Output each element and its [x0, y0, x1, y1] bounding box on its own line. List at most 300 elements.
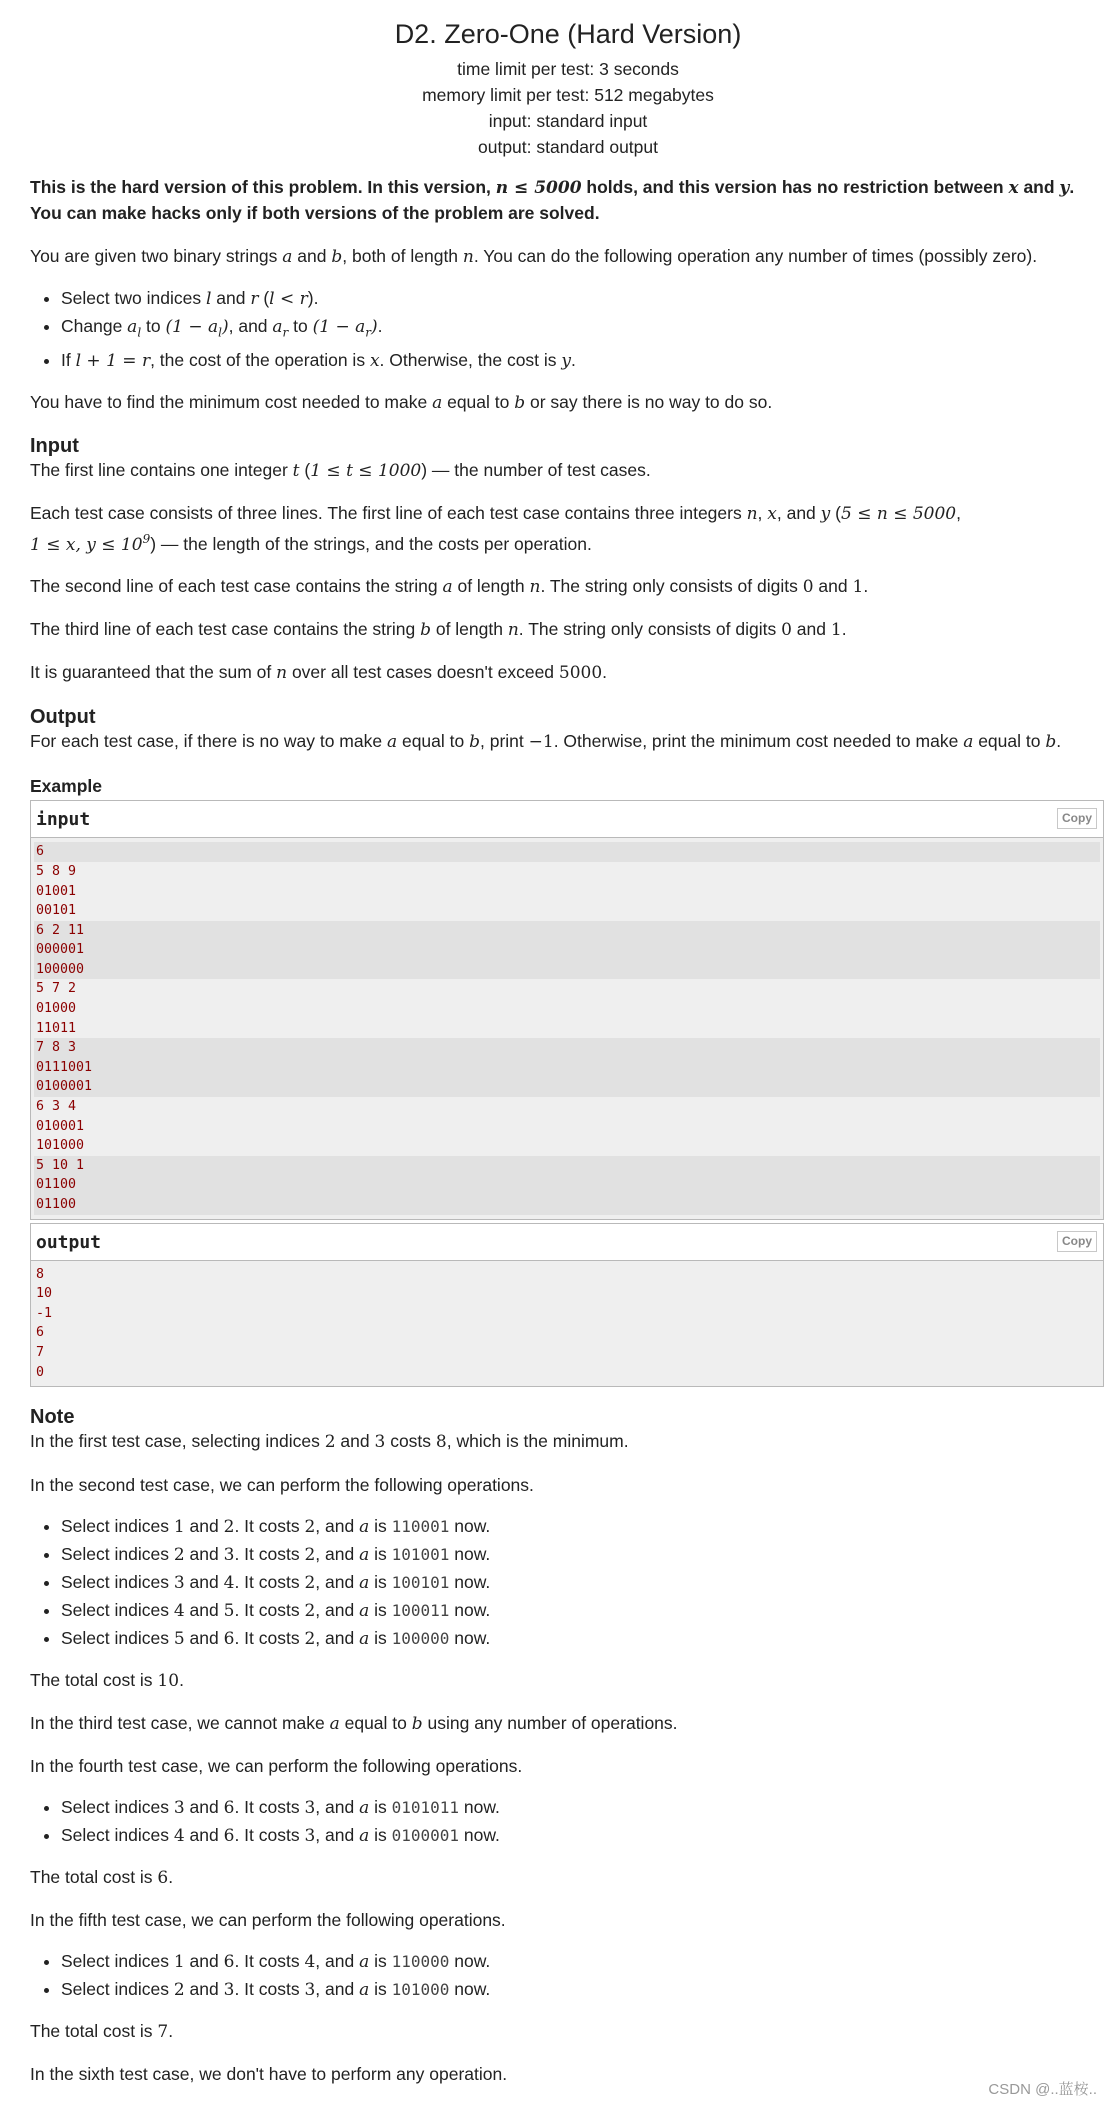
code-line: 01001 [36, 883, 77, 899]
math: 2 [304, 1573, 316, 1594]
math: r [250, 289, 259, 309]
math: b [469, 732, 480, 753]
text: is [369, 1797, 392, 1818]
math: a [442, 577, 453, 598]
text: now. [449, 1628, 491, 1649]
text: ( [830, 502, 841, 523]
code-line: 5 7 2 [36, 981, 77, 997]
text: Select indices [61, 1979, 174, 2000]
text: . It costs [234, 1600, 305, 1621]
math: (1 − a [312, 317, 366, 337]
list-item [61, 1569, 1106, 1597]
text: now. [459, 1825, 500, 1846]
text: Select indices [61, 1600, 174, 1621]
text: is [369, 1572, 392, 1593]
text: The total cost is [30, 1867, 158, 1888]
code-line: 00101 [36, 903, 77, 919]
math: a [329, 1714, 340, 1735]
code-line: 0100001 [34, 1077, 1100, 1097]
text: . [168, 1867, 174, 1888]
text: . It costs [234, 1825, 305, 1846]
sample-tests [30, 774, 1106, 1387]
text: , [956, 502, 961, 523]
math: a [359, 1952, 370, 1973]
text: Select indices [61, 1797, 174, 1818]
text: The total cost is [30, 2021, 158, 2042]
text: and [184, 1600, 224, 1621]
text: The total cost is [30, 1670, 158, 1691]
math: 3 [304, 1826, 316, 1847]
text: is [369, 1544, 392, 1565]
math: n [507, 620, 519, 641]
text: If [61, 349, 76, 370]
math: b [420, 620, 431, 641]
math: l < r [269, 289, 308, 309]
math: 2 [223, 1517, 235, 1538]
text: now. [459, 1797, 500, 1818]
paragraph: In the fourth test case, we can perform the following operations. [30, 1756, 523, 1777]
code-line: 5 10 1 [34, 1156, 1100, 1176]
text: , the cost of the operation is [150, 349, 370, 370]
text: Select indices [61, 1572, 174, 1593]
list-item [61, 347, 1106, 375]
find-paragraph [30, 390, 1106, 416]
text: Select two indices [61, 288, 206, 308]
text: , and [315, 1544, 360, 1565]
paragraph [30, 617, 1106, 643]
math: 0 [781, 620, 792, 641]
problem-header [30, 0, 1106, 160]
text: . [179, 1670, 184, 1691]
text: and [184, 1951, 224, 1972]
text: , both of length [342, 246, 463, 266]
sample-input-body[interactable] [31, 838, 1103, 1218]
math: b [1045, 732, 1057, 753]
binary-string: 100011 [391, 1601, 450, 1621]
text: costs [385, 1431, 436, 1452]
code-line: 7 8 3 [34, 1038, 1100, 1058]
sample-output-label: output [36, 1231, 102, 1253]
problem-statement [30, 175, 1106, 416]
text: , and [315, 1951, 360, 1972]
text: Each test case consists of three lines. The first line of each test case contains three integers [30, 502, 747, 523]
operation-list [30, 285, 1106, 375]
text: . [377, 316, 383, 336]
math: r [365, 325, 372, 340]
text: . It costs [234, 1979, 305, 2000]
math: a [386, 732, 398, 753]
text: now. [449, 1572, 491, 1593]
text: now. [449, 1951, 491, 1972]
paragraph: In the sixth test case, we don't have to perform any operation. [30, 2064, 508, 2085]
text: This is the hard version of this problem. In this version, [30, 177, 496, 197]
list-item [61, 1513, 1106, 1541]
code-line: 6 3 4 [36, 1099, 77, 1115]
paragraph [30, 660, 1106, 686]
text: and [184, 1544, 224, 1565]
math: 2 [173, 1545, 185, 1566]
paragraph [30, 1711, 1106, 1737]
math: 3 [173, 1798, 185, 1819]
code-line: -1 [36, 1305, 53, 1321]
text: . Otherwise, print the minimum cost needed to make [553, 731, 964, 752]
text: ) — the number of test cases. [421, 459, 651, 480]
list-item [61, 1597, 1106, 1625]
math: 3 [223, 1980, 235, 2001]
list-item [61, 1625, 1106, 1653]
math: r [282, 325, 289, 340]
paragraph: In the second test case, we can perform the following operations. [30, 1475, 534, 1496]
math: 1 [852, 577, 864, 598]
math: 6 [157, 1868, 169, 1889]
sample-output [30, 1223, 1104, 1388]
text: equal to [339, 1713, 412, 1734]
text: , and [315, 1979, 360, 2000]
math: 5 [173, 1629, 185, 1650]
code-line: 5 8 9 [36, 863, 77, 879]
text: to [141, 316, 166, 336]
section-title: Note [30, 1406, 75, 1429]
text: You are given two binary strings [30, 246, 283, 266]
math: n ≤ 5000 [495, 178, 582, 198]
math: 3 [223, 1545, 235, 1566]
text: is [369, 1951, 392, 1972]
text: is [369, 1628, 392, 1649]
operation-list [30, 1794, 1106, 1850]
text: , and [315, 1797, 360, 1818]
time-limit: time limit per test: 3 seconds [457, 59, 679, 79]
text: . Otherwise, the cost is [379, 349, 562, 370]
math: x [767, 503, 777, 524]
math: 5000 [558, 663, 603, 684]
math: 2 [304, 1545, 316, 1566]
text: , and [315, 1825, 360, 1846]
text: Select indices [61, 1628, 174, 1649]
text: . It costs [234, 1951, 305, 1972]
text: now. [449, 1516, 491, 1537]
code-line: 000001 [34, 940, 1100, 960]
list-item [61, 1976, 1106, 2004]
code-line: 0111001 [34, 1058, 1100, 1078]
math: 10 [157, 1671, 180, 1692]
section-title: Output [30, 706, 96, 729]
math: x [369, 350, 380, 371]
code-line: 101000 [36, 1138, 85, 1154]
math: b [514, 392, 526, 413]
text: ( [258, 288, 270, 308]
math: a [359, 1826, 370, 1847]
list-item [61, 1794, 1106, 1822]
text: . [863, 576, 869, 597]
binary-string: 100101 [391, 1573, 450, 1593]
text: is [369, 1979, 392, 2000]
text: The third line of each test case contains the string [30, 619, 421, 640]
paragraph [30, 729, 1106, 755]
math: n [529, 577, 541, 598]
text: over all test cases doesn't exceed [287, 662, 559, 683]
text: . It costs [234, 1544, 305, 1565]
text: Change [61, 316, 128, 336]
math: 0 [802, 577, 814, 598]
math: (1 − a [165, 317, 219, 337]
text: . It costs [234, 1572, 305, 1593]
operation-list [30, 1948, 1106, 2004]
text: now. [449, 1600, 491, 1621]
code-line: 01000 [36, 1001, 77, 1017]
code-line: 0 [36, 1364, 45, 1380]
code-line: 6 [36, 1325, 45, 1341]
math: a [963, 732, 974, 753]
math: 2 [173, 1980, 185, 2001]
math: 4 [304, 1952, 316, 1973]
math: a [127, 317, 138, 337]
text: and [184, 1825, 224, 1846]
math: ) [371, 317, 378, 337]
math: −1 [528, 732, 554, 753]
math: a [359, 1573, 370, 1594]
list-item [61, 285, 1106, 313]
text: , and [315, 1516, 360, 1537]
text: holds, and this version has no restriction between [581, 177, 1009, 197]
math: 1 [173, 1952, 185, 1973]
text: , and [315, 1600, 360, 1621]
math: 5 [223, 1601, 235, 1622]
sample-output-header [31, 1224, 1103, 1261]
math: 1 [830, 620, 842, 641]
math: l [205, 289, 212, 309]
binary-string: 110001 [391, 1517, 450, 1537]
math: 3 [173, 1573, 185, 1594]
math: a [359, 1798, 370, 1819]
math: t [292, 460, 300, 481]
paragraph [30, 574, 1106, 600]
math: 1 ≤ t ≤ 1000 [310, 460, 422, 481]
text: In the third test case, we cannot make [30, 1713, 330, 1734]
list-item [61, 313, 1106, 347]
text: For each test case, if there is no way to make [30, 731, 387, 752]
text: . [602, 662, 608, 683]
math: 6 [223, 1826, 235, 1847]
memory-limit: memory limit per test: 512 megabytes [422, 85, 714, 105]
text: now. [449, 1544, 491, 1565]
math: a [359, 1545, 370, 1566]
text: . [168, 2021, 174, 2042]
text: ( [299, 459, 311, 480]
text: and [184, 1979, 224, 2000]
text: and [184, 1572, 224, 1593]
text: is [369, 1600, 392, 1621]
math: x [1008, 178, 1019, 198]
code-line: 7 [36, 1344, 45, 1360]
binary-string: 110000 [391, 1952, 450, 1972]
math: 1 ≤ x, y ≤ 10 [30, 534, 143, 555]
list-item [61, 1541, 1106, 1569]
math: l [218, 325, 222, 340]
list-item [61, 1822, 1106, 1850]
math: a [359, 1980, 370, 2001]
sample-input-header [31, 801, 1103, 838]
text: and [292, 246, 332, 266]
text: , and [776, 502, 821, 523]
text: , which is the minimum. [446, 1431, 629, 1452]
paragraph [30, 501, 1106, 558]
operation-list [30, 1513, 1106, 1653]
math: b [411, 1714, 423, 1735]
copy-input-button[interactable]: Copy [1057, 808, 1097, 829]
math: a [359, 1517, 370, 1538]
math: 2 [304, 1629, 316, 1650]
text: equal to [973, 731, 1046, 752]
binary-string: 100000 [391, 1629, 450, 1649]
text: now. [449, 1979, 491, 2000]
math: 7 [157, 2022, 169, 2043]
problem-title: D2. Zero-One (Hard Version) [394, 19, 742, 49]
code-line: 010001 [36, 1118, 85, 1134]
math: 8 [435, 1432, 447, 1453]
given-paragraph [30, 244, 1106, 270]
math: y [561, 350, 572, 371]
math: a [272, 317, 283, 337]
math: 4 [173, 1601, 185, 1622]
text: ) — the length of the strings, and the costs per operation. [150, 533, 592, 554]
code-line: 6 2 11 [34, 921, 1100, 941]
text: , and [228, 316, 273, 336]
text: . [571, 349, 576, 370]
math: 5 ≤ n ≤ 5000 [840, 503, 957, 524]
text: , [757, 502, 768, 523]
intro-paragraph [30, 175, 1106, 226]
text: and [335, 1431, 375, 1452]
text: is [369, 1825, 392, 1846]
math: n [462, 247, 474, 267]
math: 1 [173, 1517, 185, 1538]
text: using any number of operations. [422, 1713, 678, 1734]
code-line: 10 [36, 1286, 53, 1302]
math: n [276, 663, 288, 684]
text: ). [307, 288, 319, 308]
text: and [791, 619, 831, 640]
paragraph [30, 2019, 1106, 2045]
input-file: input: standard input [488, 111, 648, 131]
text: It is guaranteed that the sum of [30, 662, 277, 683]
watermark: CSDN @..蓝桉.. [988, 2081, 1097, 2098]
text: to [288, 316, 313, 336]
math: ) [221, 317, 229, 337]
code-line: 100000 [34, 960, 1100, 980]
text: or say there is no way to do so. [525, 391, 773, 412]
paragraph [30, 1865, 1106, 1891]
output-file: output: standard output [478, 137, 658, 157]
text: Select indices [61, 1544, 174, 1565]
math: y [820, 503, 831, 524]
math: 3 [304, 1798, 316, 1819]
text: Select indices [61, 1825, 174, 1846]
binary-string: 0100001 [391, 1826, 460, 1846]
text: , and [315, 1572, 360, 1593]
math: 9 [142, 531, 151, 546]
text: You can make hacks only if both versions of the problem are solved. [30, 203, 600, 223]
paragraph [30, 1429, 1106, 1455]
math: l + 1 = r [75, 350, 151, 371]
sample-input [30, 800, 1104, 1219]
text: and [211, 288, 251, 308]
text: Select indices [61, 1516, 174, 1537]
text: equal to [442, 391, 515, 412]
paragraph [30, 1668, 1106, 1694]
binary-string: 101001 [391, 1545, 450, 1565]
list-item [61, 1948, 1106, 1976]
text: . The string only consists of digits [518, 619, 782, 640]
problem-page [30, 0, 1106, 2087]
section-title: Input [30, 434, 79, 457]
text: of length [430, 619, 508, 640]
text: and [184, 1516, 224, 1537]
math: 4 [223, 1573, 235, 1594]
text: of length [452, 576, 530, 597]
text: The first line contains one integer [30, 459, 293, 480]
text: You have to find the minimum cost needed to make [30, 391, 433, 412]
text: and [1018, 177, 1060, 197]
math: a [282, 247, 293, 267]
paragraph [30, 458, 1106, 484]
code-line: 8 [36, 1266, 45, 1282]
code-line: 01100 [34, 1195, 1100, 1215]
text: . You can do the following operation any number of times (possibly zero). [473, 246, 1038, 266]
text: . It costs [234, 1797, 305, 1818]
text: . It costs [234, 1628, 305, 1649]
text: equal to [397, 731, 470, 752]
text: , and [315, 1628, 360, 1649]
math: 6 [223, 1952, 235, 1973]
text: , print [480, 731, 529, 752]
text: . The string only consists of digits [540, 576, 803, 597]
math: a [359, 1629, 370, 1650]
text: The second line of each test case contains the string [30, 576, 443, 597]
math: b [331, 247, 343, 267]
text: and [184, 1628, 224, 1649]
math: n [746, 503, 758, 524]
text: Select indices [61, 1951, 174, 1972]
math: 6 [223, 1798, 235, 1819]
section-title: Example [30, 776, 102, 797]
text: . It costs [234, 1516, 305, 1537]
output-specification [30, 705, 1106, 755]
note-section [30, 1405, 1106, 2087]
math: a [432, 392, 443, 413]
code-line: 01100 [34, 1175, 1100, 1195]
text: is [369, 1516, 392, 1537]
math: l [137, 325, 142, 340]
paragraph: In the fifth test case, we can perform the following operations. [30, 1910, 506, 1931]
binary-string: 101000 [391, 1980, 450, 2000]
text: . [1069, 177, 1075, 197]
math: 2 [304, 1601, 316, 1622]
copy-output-button[interactable]: Copy [1057, 1231, 1097, 1252]
math: 4 [173, 1826, 185, 1847]
sample-output-body[interactable] [31, 1261, 1103, 1387]
math: 3 [374, 1432, 386, 1453]
math: 2 [304, 1517, 316, 1538]
text: In the first test case, selecting indices [30, 1431, 325, 1452]
math: 2 [324, 1432, 336, 1453]
text: and [813, 576, 853, 597]
code-line: 11011 [36, 1020, 77, 1036]
math: 6 [223, 1629, 235, 1650]
input-specification [30, 434, 1106, 687]
math: a [359, 1601, 370, 1622]
text: . [1056, 731, 1062, 752]
math: y [1059, 178, 1070, 198]
